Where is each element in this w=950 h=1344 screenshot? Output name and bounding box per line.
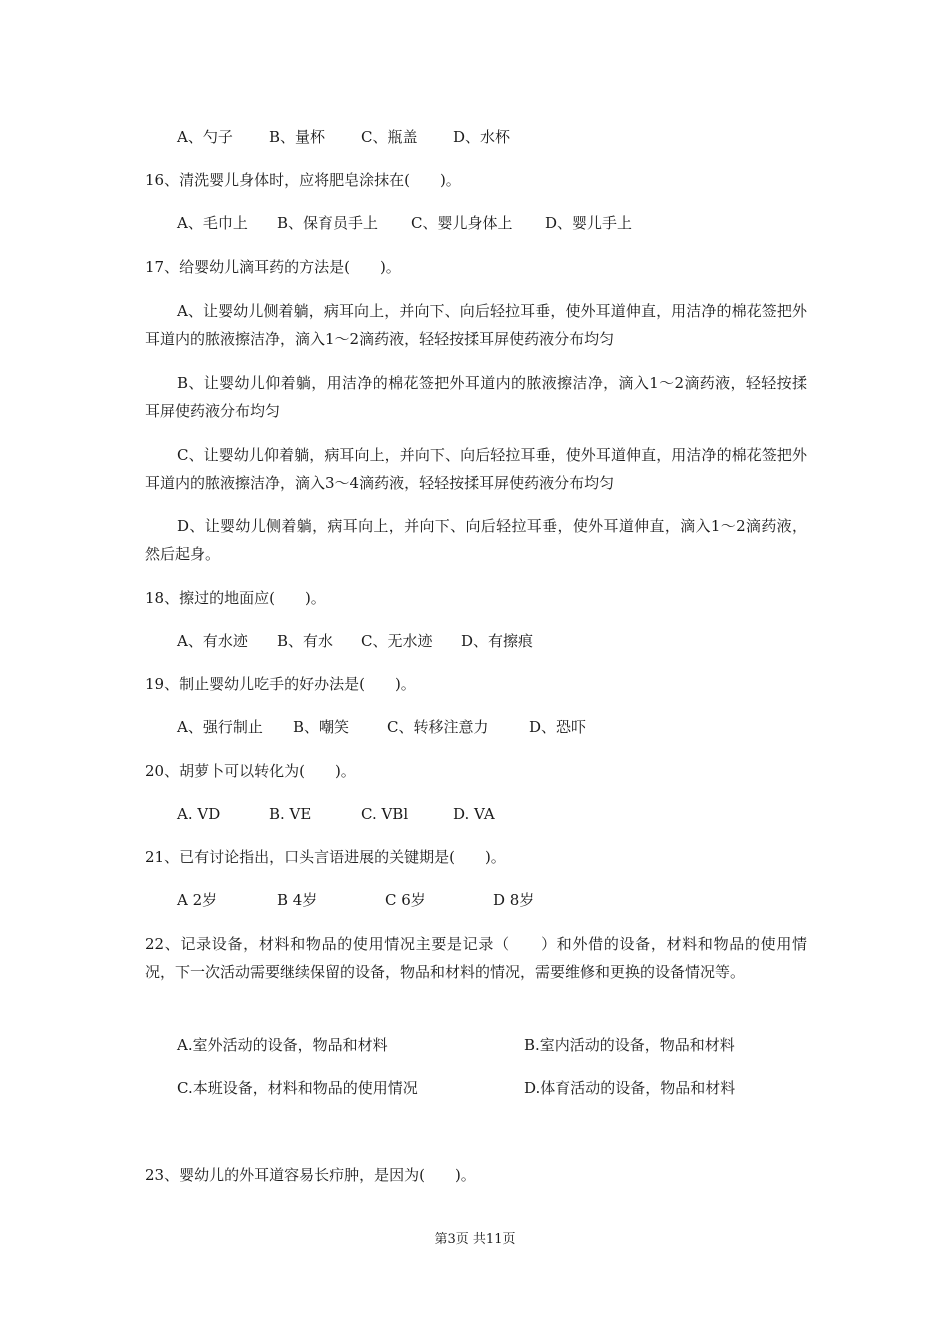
q20-option-c: C. VBl: [361, 805, 409, 823]
q16-options: [177, 213, 632, 233]
q17-option-d: D、让婴幼儿侧着躺，病耳向上，并向下、向后轻拉耳垂，使外耳道伸直，滴入1～2滴药液，然后起身。: [145, 517, 807, 563]
q20-options: [177, 804, 495, 824]
q17-option-b: B、让婴幼儿仰着躺，用洁净的棉花签把外耳道内的脓液擦洁净，滴入1～2滴药液，轻轻按揉耳屏使药液分布均匀: [145, 374, 807, 420]
q18-option-a: A、有水迹: [177, 632, 248, 650]
q20-option-a: A. VD: [177, 805, 221, 823]
q21-option-d: D 8岁: [493, 891, 535, 909]
q21-options: [177, 890, 534, 910]
question-22: 22、记录设备，材料和物品的使用情况主要是记录（ ）和外借的设备，材料和物品的使用情况，下一次活动需要继续保留的设备，物品和材料的情况，需要维修和更换的设备情况等。: [145, 935, 807, 981]
q15-option-a: A、勺子: [177, 128, 233, 146]
q18-option-d: D、有擦痕: [461, 632, 534, 650]
q19-option-d: D、恐吓: [529, 718, 587, 736]
q17-option-c: C、让婴幼儿仰着躺，病耳向上，并向下、向后轻拉耳垂，使外耳道伸直，用洁净的棉花签把外耳道内的脓液擦洁净，滴入3～4滴药液，轻轻按揉耳屏使药液分布均匀: [145, 446, 807, 492]
q21-option-b: B 4岁: [277, 891, 318, 909]
q16-option-b: B、保育员手上: [277, 214, 379, 232]
q19-options: [177, 717, 586, 737]
q15-option-d: D、水杯: [453, 128, 511, 146]
q15-options: [177, 127, 510, 147]
q22-option-c: C.本班设备，材料和物品的使用情况: [177, 1079, 418, 1097]
question-23: 23、婴幼儿的外耳道容易长疖肿，是因为( )。: [145, 1166, 476, 1184]
q20-option-d: D. VA: [453, 805, 495, 823]
q20-option-b: B. VE: [269, 805, 312, 823]
q19-option-a: A、强行制止: [177, 718, 263, 736]
q21-option-c: C 6岁: [385, 891, 426, 909]
question-17: 17、给婴幼儿滴耳药的方法是( )。: [145, 258, 401, 276]
q19-option-c: C、转移注意力: [387, 718, 489, 736]
q16-option-d: D、婴儿手上: [545, 214, 633, 232]
q15-option-c: C、瓶盖: [361, 128, 418, 146]
q17-option-a: A、让婴幼儿侧着躺，病耳向上，并向下、向后轻拉耳垂，使外耳道伸直，用洁净的棉花签把外耳道内的脓液擦洁净，滴入1～2滴药液，轻轻按揉耳屏使药液分布均匀: [145, 302, 807, 348]
q16-option-a: A、毛巾上: [177, 214, 248, 232]
question-18: 18、擦过的地面应( )。: [145, 589, 326, 607]
q15-option-b: B、量杯: [269, 128, 326, 146]
q22-option-a: A.室外活动的设备，物品和材料: [177, 1036, 388, 1054]
q22-option-d: D.体育活动的设备，物品和材料: [524, 1079, 736, 1097]
question-21: 21、已有讨论指出，口头言语进展的关键期是( )。: [145, 848, 506, 866]
q18-option-c: C、无水迹: [361, 632, 433, 650]
question-20: 20、胡萝卜可以转化为( )。: [145, 762, 356, 780]
question-16: 16、清洗婴儿身体时，应将肥皂涂抹在( )。: [145, 171, 461, 189]
q18-options: [177, 631, 533, 651]
q18-option-b: B、有水: [277, 632, 334, 650]
page-footer: 第3页 共11页: [434, 1232, 516, 1247]
question-19: 19、制止婴幼儿吃手的好办法是( )。: [145, 675, 416, 693]
q16-option-c: C、婴儿身体上: [411, 214, 513, 232]
q19-option-b: B、嘲笑: [293, 718, 350, 736]
q22-option-b: B.室内活动的设备，物品和材料: [524, 1036, 735, 1054]
q21-option-a: A 2岁: [177, 891, 218, 909]
